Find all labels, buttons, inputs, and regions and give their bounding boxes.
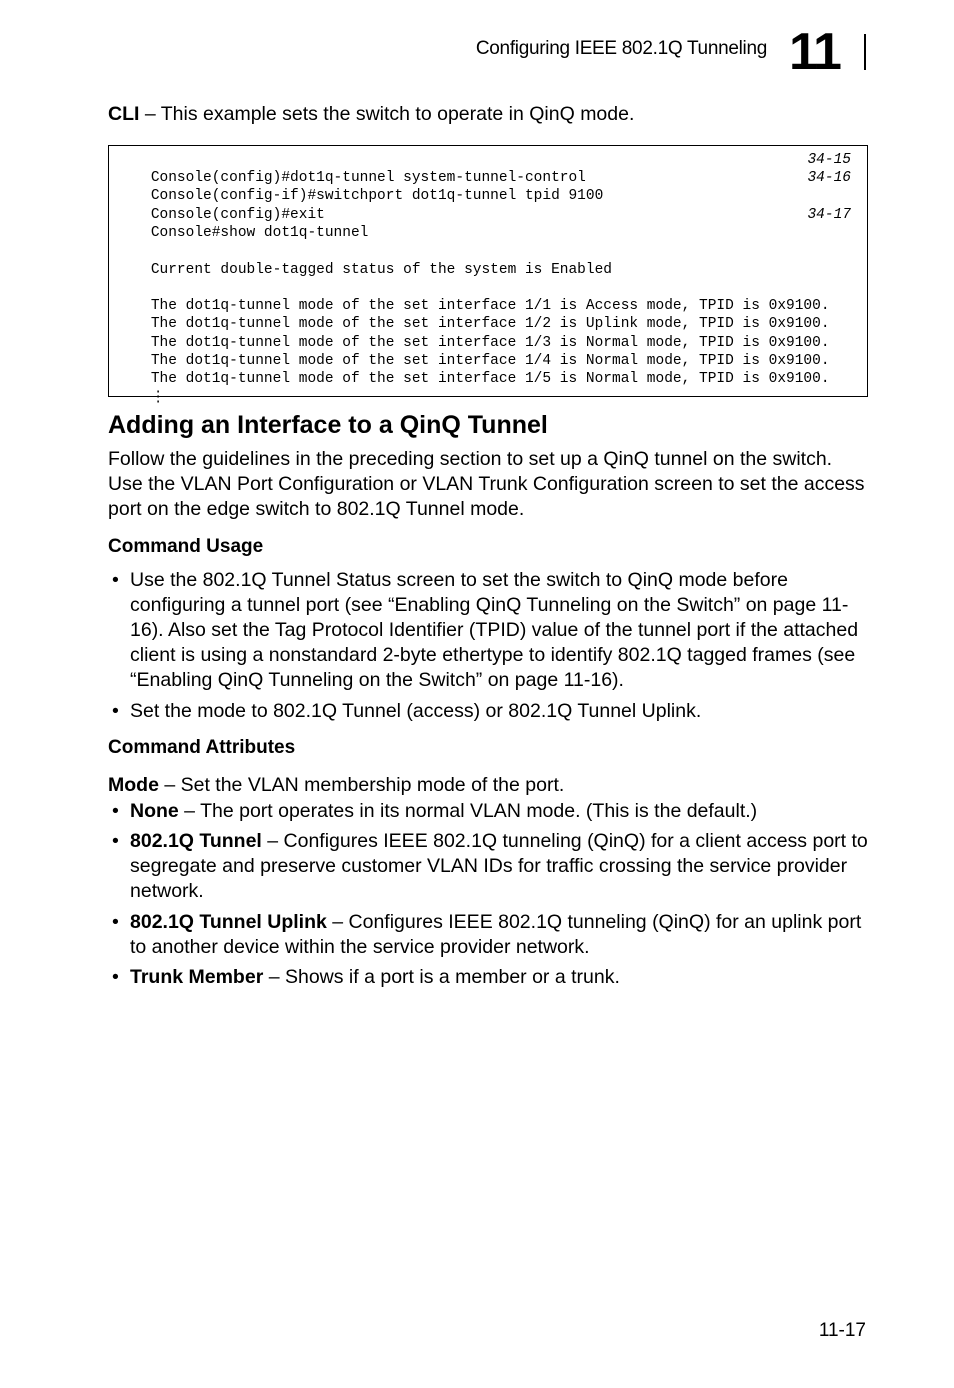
list-item: [108, 910, 868, 960]
cli-label: CLI: [108, 103, 140, 125]
code-text: Console(config-if)#switchport dot1q-tunnel tpid 9100: [150, 188, 604, 205]
code-line: [116, 206, 851, 241]
code-text: Console(config)#dot1q-tunnel system-tunnel-control: [150, 170, 586, 186]
attribute-desc: – Configures IEEE 802.1Q tunneling (QinQ) for an uplink port to another device within the service provider network.: [130, 911, 862, 958]
code-reference: 34-15: [807, 152, 851, 168]
code-text: The dot1q-tunnel mode of the set interface 1/5 is Normal mode, TPID is 0x9100.: [150, 371, 830, 388]
list-item: [108, 829, 868, 904]
code-text: The dot1q-tunnel mode of the set interface 1/1 is Access mode, TPID is 0x9100.: [150, 298, 830, 315]
code-text: Current double-tagged status of the system is Enabled: [150, 261, 612, 278]
attribute-desc: – Configures IEEE 802.1Q tunneling (QinQ) for a client access port to segregate and preserve customer VLAN IDs for traffic crossing the service provider network.: [130, 830, 868, 902]
code-reference: 34-16: [807, 170, 851, 187]
code-text: The dot1q-tunnel mode of the set interface 1/4 is Normal mode, TPID is 0x9100.: [150, 353, 830, 369]
mode-description: [108, 773, 868, 798]
code-text: Console#show dot1q-tunnel: [150, 224, 369, 241]
chapter-rule: [864, 34, 866, 70]
attribute-desc: – Shows if a port is a member or a trunk.: [263, 966, 620, 988]
code-line: [116, 371, 851, 406]
section-title: Adding an Interface to a QinQ Tunnel: [108, 411, 548, 439]
code-text: The dot1q-tunnel mode of the set interface 1/2 is Uplink mode, TPID is 0x9100.: [150, 316, 830, 333]
bullet-icon: •: [112, 966, 119, 988]
attribute-desc: – The port operates in its normal VLAN mode. (This is the default.): [178, 800, 758, 822]
code-reference: 34-17: [807, 206, 851, 223]
list-item: [108, 799, 868, 824]
command-usage-heading: Command Usage: [108, 536, 264, 557]
bullet-icon: •: [112, 830, 119, 852]
bullet-icon: •: [112, 700, 119, 722]
command-attributes-heading: Command Attributes: [108, 737, 296, 758]
cli-intro: [108, 102, 868, 127]
list-item-text: Set the mode to 802.1Q Tunnel (access) or 802.1Q Tunnel Uplink.: [130, 700, 702, 722]
list-item-text: Use the 802.1Q Tunnel Status screen to set the switch to QinQ mode before configuring a tunnel port (see “Enabling QinQ Tunneling on the Switch” on page 11-16). Also set the Tag Protocol Identifier (TPID) value of the tunnel port if the attached client is using a nonstandard 2-byte ethertype to identify 802.1Q tagged frames (see “Enabling QinQ Tunneling on the Switch” on page 11-16).: [130, 569, 859, 691]
code-line: [116, 261, 851, 279]
mode-label: Mode: [108, 774, 159, 796]
cli-code-example: [108, 145, 868, 406]
list-item: [108, 568, 868, 693]
bullet-icon: •: [112, 911, 119, 933]
code-text: Console(config)#exit: [150, 206, 325, 223]
attribute-term: 802.1Q Tunnel: [130, 830, 262, 852]
code-line: [116, 352, 851, 388]
code-line: [116, 169, 851, 205]
section-intro: Follow the guidelines in the preceding section to set up a QinQ tunnel on the switch. Use the VLAN Port Configuration or VLAN Trunk Configuration screen to set the access port on the edge switch to 802.1Q Tunnel mode.: [108, 448, 865, 520]
attribute-term: 802.1Q Tunnel Uplink: [130, 911, 327, 933]
attribute-term: None: [130, 800, 179, 822]
code-line: [116, 297, 851, 333]
cli-intro-text: – This example sets the switch to operate in QinQ mode.: [139, 103, 635, 125]
code-text: The dot1q-tunnel mode of the set interface 1/3 is Normal mode, TPID is 0x9100.: [150, 334, 830, 351]
attribute-term: Trunk Member: [130, 966, 264, 988]
list-item: [108, 699, 868, 724]
code-line: [116, 334, 851, 369]
code-text: ⋮: [150, 389, 166, 406]
bullet-icon: •: [112, 800, 119, 822]
code-line: [116, 316, 851, 351]
chapter-number: 11: [789, 23, 840, 81]
code-line: [116, 224, 851, 242]
mode-text: – Set the VLAN membership mode of the port.: [158, 774, 565, 796]
page-number: 11-17: [818, 1320, 866, 1341]
bullet-icon: •: [112, 569, 119, 591]
list-item: [108, 965, 868, 990]
code-line: [116, 243, 851, 278]
running-header-title: Configuring IEEE 802.1Q Tunneling: [475, 38, 767, 59]
code-line: [116, 279, 851, 315]
